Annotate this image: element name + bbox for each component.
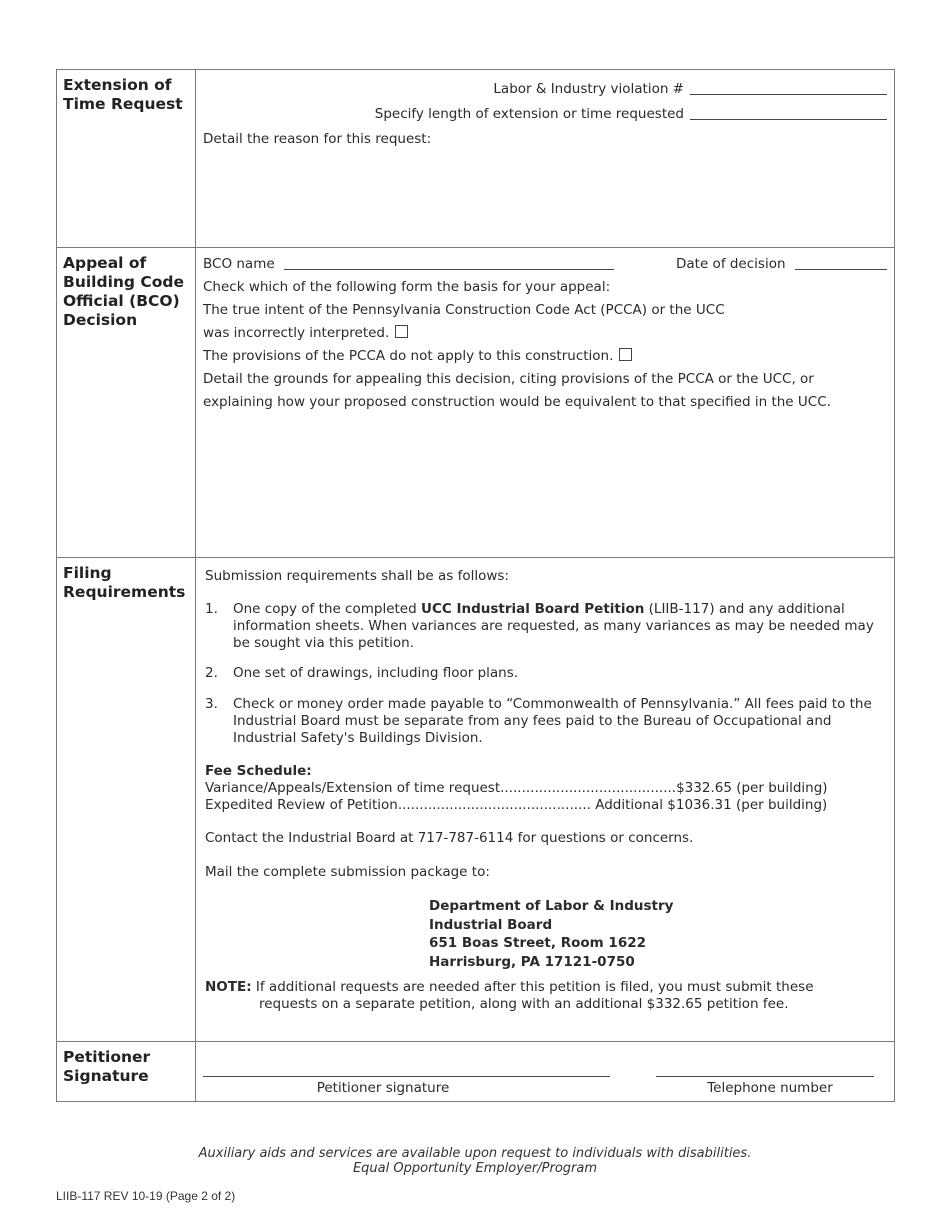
signature-row <box>57 1042 894 1101</box>
accessibility-statement: Auxiliary aids and services are available upon request to individuals with disabilities. <box>198 1146 752 1161</box>
reason-field[interactable] <box>203 152 883 240</box>
violation-number-field[interactable] <box>690 94 887 95</box>
requirement-text <box>233 601 885 652</box>
telephone-number-caption: Telephone number <box>707 1080 833 1096</box>
contact-text: Contact the Industrial Board at 717-787-6114 for questions or concerns. <box>205 830 694 846</box>
address-line: Harrisburg, PA 17121-0750 <box>429 953 635 970</box>
note-text: If additional requests are needed after this petition is filed, you must submit these <box>251 979 814 995</box>
note-line-2: requests on a separate petition, along with an additional $332.65 petition fee. <box>259 996 789 1012</box>
fee-line-2 <box>205 797 827 813</box>
signature-content <box>196 1042 894 1101</box>
mailing-address <box>429 897 673 971</box>
bco-name-field[interactable] <box>284 269 614 270</box>
address-line: Industrial Board <box>429 916 553 933</box>
extension-content <box>196 70 894 247</box>
mail-instruction: Mail the complete submission package to: <box>205 864 490 880</box>
decision-date-field[interactable] <box>795 269 887 270</box>
petition-title: UCC Industrial Board Petition <box>420 601 645 617</box>
fee-1-amount: $332.65 (per building) <box>676 780 828 796</box>
signature-label: Petitioner Signature <box>57 1042 196 1101</box>
violation-number-label: Labor & Industry violation # <box>493 81 684 97</box>
petitioner-signature-caption: Petitioner signature <box>316 1080 450 1096</box>
extension-length-field[interactable] <box>690 119 887 120</box>
petition-form-table <box>56 69 895 1102</box>
requirement-text: One set of drawings, including floor plans. <box>233 665 519 681</box>
decision-date-label: Date of decision <box>676 256 786 272</box>
requirement-number: 2. <box>205 665 218 681</box>
fee-schedule-heading: Fee Schedule: <box>205 763 312 779</box>
requirement-text-post: (LIIB-117) and any additional information sheets. When variances are requested, as many variances as may be needed may be sought via this petition. <box>233 601 874 651</box>
address-line: Department of Labor & Industry <box>429 898 674 914</box>
grounds-field[interactable] <box>203 418 883 548</box>
extension-row <box>57 70 894 248</box>
requirement-text-pre: One copy of the completed <box>233 601 421 617</box>
note-line-1 <box>205 979 814 995</box>
note-label: NOTE: <box>205 979 252 995</box>
extension-length-label: Specify length of extension or time requested <box>374 106 684 122</box>
petitioner-signature-field[interactable] <box>203 1076 610 1077</box>
appeal-basis-instruction: Check which of the following form the basis for your appeal: <box>203 279 611 295</box>
bco-name-label: BCO name <box>203 256 275 272</box>
appeal-option-1-text: was incorrectly interpreted. <box>203 325 390 341</box>
filing-label: Filing Requirements <box>57 558 196 1041</box>
fee-line-1 <box>205 780 828 796</box>
form-identifier: LIIB-117 REV 10-19 (Page 2 of 2) <box>56 1189 236 1203</box>
grounds-line-1: Detail the grounds for appealing this decision, citing provisions of the PCCA or the UCC, or <box>203 371 814 387</box>
appeal-option-1-line-2 <box>203 325 408 341</box>
requirement-number: 3. <box>205 696 218 712</box>
incorrect-interpretation-checkbox[interactable] <box>395 325 408 338</box>
filing-row <box>57 558 894 1042</box>
requirement-item-2 <box>205 665 885 683</box>
requirement-item-3 <box>205 696 885 748</box>
extension-label: Extension of Time Request <box>57 70 196 247</box>
fee-2-description: Expedited Review of Petition <box>205 797 398 813</box>
appeal-content <box>196 248 894 557</box>
requirement-text: Check or money order made payable to “Commonwealth of Pennsylvania.” All fees paid to the Industrial Board must be separate from any fees paid to the Bureau of Occupational and Industrial Safety's Buildings Division. <box>233 696 872 746</box>
equal-opportunity-statement: Equal Opportunity Employer/Program <box>352 1161 598 1176</box>
fee-1-description: Variance/Appeals/Extension of time request <box>205 780 501 796</box>
appeal-option-2 <box>203 348 632 364</box>
requirement-number: 1. <box>205 601 218 617</box>
appeal-row <box>57 248 894 558</box>
submission-intro: Submission requirements shall be as follows: <box>205 568 509 584</box>
pcca-not-apply-checkbox[interactable] <box>619 348 632 361</box>
filing-content <box>196 558 894 1041</box>
appeal-option-2-text: The provisions of the PCCA do not apply to this construction. <box>203 348 614 364</box>
fee-2-amount: Additional $1036.31 (per building) <box>590 797 828 813</box>
appeal-option-1-line-1: The true intent of the Pennsylvania Construction Code Act (PCCA) or the UCC <box>203 302 725 318</box>
address-line: 651 Boas Street, Room 1622 <box>429 935 647 951</box>
requirement-item-1 <box>205 601 885 653</box>
fee-1-leader: ......................................... <box>500 780 677 796</box>
fee-2-leader: ............................................. <box>397 797 591 813</box>
telephone-number-field[interactable] <box>656 1076 874 1077</box>
appeal-label: Appeal of Building Code Official (BCO) Decision <box>57 248 196 557</box>
grounds-line-2: explaining how your proposed construction would be equivalent to that specified in the UCC. <box>203 394 831 410</box>
reason-label: Detail the reason for this request: <box>203 131 432 147</box>
